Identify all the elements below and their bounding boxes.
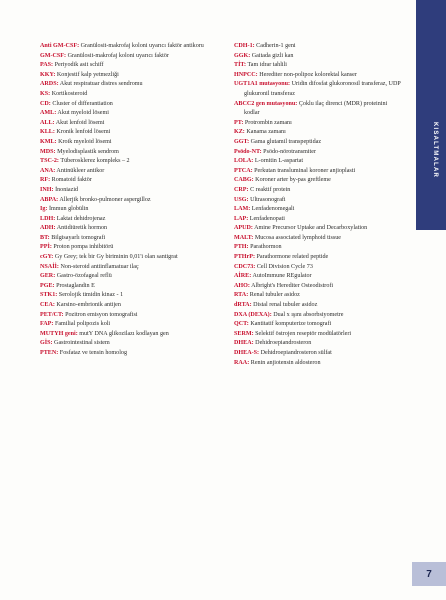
abbreviation-term: TSC-2: — [40, 158, 59, 165]
abbreviation-term: DXA (DEXA): — [234, 311, 272, 318]
left-column — [40, 42, 215, 359]
abbreviation-term: cGY: — [40, 254, 54, 261]
abbreviation-definition: Romatoid faktör — [50, 177, 92, 184]
abbreviation-definition: Mucosa associated lymphoid tissue — [253, 234, 341, 241]
abbreviation-term: KLL: — [40, 129, 55, 136]
abbreviation-term: Anti GM-CSF: — [40, 43, 80, 49]
abbreviation-term: MDS: — [40, 148, 56, 155]
abbreviation-entry — [234, 301, 402, 311]
abbreviation-definition: Granülosit-makrofaj koloni uyarıcı faktör antikoru — [79, 43, 204, 49]
abbreviation-entry — [234, 148, 402, 158]
side-tab — [416, 0, 446, 230]
abbreviation-term: TİT: — [234, 62, 247, 69]
abbreviation-entry — [40, 119, 215, 129]
abbreviation-term: CRP: — [234, 186, 249, 193]
abbreviation-definition: Serolojik timidin kinaz - 1 — [57, 292, 124, 299]
abbreviation-definition: Fosfataz ve tensin homolog — [58, 350, 127, 356]
abbreviation-definition: Dual x ışını absorbsiyometre — [271, 311, 344, 318]
abbreviation-entry — [40, 42, 215, 52]
abbreviation-entry — [234, 157, 402, 167]
abbreviation-definition: Kantitatif komputerize tomografi — [248, 321, 332, 328]
abbreviation-definition: Cell Division Cycle 73 — [255, 263, 313, 270]
abbreviation-definition: Granülosit-makrofaj koloni uyarıcı faktör — [66, 52, 169, 59]
abbreviation-entry — [40, 272, 215, 282]
abbreviation-definition: Koroner arter by-pas greftleme — [253, 177, 331, 184]
abbreviation-definition: Non-steroid antiinflamatuar ilaç — [58, 263, 139, 270]
abbreviation-definition: Allerjik bronko-pulmoner aspergilloz — [58, 196, 151, 203]
abbreviation-definition: Pozitron emisyon tomografisi — [63, 311, 138, 318]
abbreviation-entry — [40, 128, 215, 138]
abbreviation-term: AİRE: — [234, 273, 252, 280]
abbreviation-entry — [234, 196, 402, 206]
abbreviation-entry — [234, 215, 402, 225]
abbreviation-definition: Gastrointestinal sistem — [52, 340, 110, 347]
abbreviation-term: CEA: — [40, 302, 55, 309]
abbreviation-entry — [234, 80, 402, 99]
abbreviation-term: PTCA: — [234, 167, 253, 174]
abbreviation-entry — [234, 291, 402, 301]
abbreviation-definition: C reaktif protein — [248, 186, 291, 193]
abbreviation-term: KKY: — [40, 71, 56, 78]
abbreviation-entry — [234, 205, 402, 215]
abbreviation-term: USG: — [234, 196, 249, 203]
abbreviation-term: LOLA: — [234, 158, 254, 165]
abbreviation-definition: İnoniazid — [53, 186, 79, 193]
abbreviation-entry — [234, 61, 402, 71]
abbreviation-entry — [234, 138, 402, 148]
abbreviation-entry — [40, 148, 215, 158]
abbreviation-term: PPİ: — [40, 244, 52, 251]
abbreviation-entry — [234, 42, 402, 52]
abbreviation-term: LAM: — [234, 206, 251, 213]
abbreviation-entry — [234, 52, 402, 62]
abbreviation-entry — [40, 311, 215, 321]
abbreviation-definition: Dehidroepiandrosteron — [253, 340, 312, 347]
abbreviation-term: FAP: — [40, 321, 54, 328]
right-column — [234, 42, 402, 368]
abbreviation-term: BT: — [40, 234, 50, 241]
abbreviation-definition: Renin anjiotensin aldosteron — [249, 359, 321, 366]
abbreviation-entry — [40, 61, 215, 71]
abbreviation-definition: Familial polipozis koli — [53, 321, 111, 328]
abbreviation-definition: Lenfadenomegali — [250, 206, 295, 213]
abbreviation-definition: Kortikosteroid — [50, 90, 88, 97]
abbreviation-term: AML: — [40, 110, 57, 117]
abbreviation-entry — [40, 138, 215, 148]
abbreviation-entry — [40, 301, 215, 311]
abbreviation-definition: Ultrasonografi — [248, 196, 286, 203]
abbreviation-term: QCT: — [234, 321, 249, 328]
abbreviation-entry — [40, 205, 215, 215]
abbreviation-entry — [40, 215, 215, 225]
abbreviation-term: dRTA: — [234, 302, 252, 309]
abbreviation-term: CD: — [40, 100, 51, 107]
abbreviation-entry — [234, 272, 402, 282]
abbreviation-definition: Tüberosklerez kompleks – 2 — [58, 158, 130, 165]
abbreviation-term: STK1: — [40, 292, 58, 299]
abbreviation-term: PET/CT: — [40, 311, 64, 318]
abbreviation-term: CDH-1: — [234, 43, 255, 49]
abbreviation-definition: Akut myeloid lösemi — [56, 110, 109, 117]
abbreviation-entry — [234, 263, 402, 273]
abbreviation-term: ADH: — [40, 225, 56, 232]
abbreviation-term: PAS: — [40, 62, 54, 69]
abbreviation-entry — [40, 90, 215, 100]
abbreviation-entry — [40, 263, 215, 273]
abbreviation-term: AHO: — [234, 282, 250, 289]
abbreviation-entry — [234, 282, 402, 292]
abbreviation-definition: Selektif östrojen reseptör modülatörleri — [253, 330, 352, 337]
abbreviation-entry — [40, 100, 215, 110]
abbreviation-term: LAP: — [234, 215, 249, 222]
abbreviation-entry — [40, 52, 215, 62]
abbreviation-entry — [40, 186, 215, 196]
abbreviation-definition: Psödo-nörotransmiter — [261, 148, 316, 155]
abbreviation-entry — [234, 253, 402, 263]
abbreviation-entry — [234, 234, 402, 244]
abbreviation-term: MUTYH geni: — [40, 330, 78, 337]
abbreviation-term: Ig: — [40, 206, 48, 213]
abbreviation-entry — [40, 291, 215, 301]
abbreviation-definition: Renal tubuler asidoz — [248, 292, 300, 299]
abbreviation-definition: Parathormone related peptide — [254, 254, 329, 261]
abbreviation-definition: Gama glutamil transpeptidaz — [249, 138, 322, 145]
abbreviation-definition: Kanama zamanı — [244, 129, 286, 136]
abbreviation-term: RTA: — [234, 292, 249, 299]
abbreviation-term: RAA: — [234, 359, 250, 366]
abbreviation-definition: Akut respiratuar distres sendromu — [58, 81, 143, 88]
abbreviation-entry — [234, 311, 402, 321]
abbreviation-entry — [40, 224, 215, 234]
abbreviation-term: GGK: — [234, 52, 251, 59]
abbreviation-term: CABG: — [234, 177, 254, 184]
abbreviation-definition: Herediter non-polipoz kolorektal kanser — [257, 71, 357, 78]
abbreviation-term: PGE: — [40, 282, 55, 289]
abbreviation-entry — [40, 234, 215, 244]
abbreviation-term: NSAİİ: — [40, 263, 59, 270]
abbreviation-definition: İmmun globülin — [47, 206, 89, 213]
abbreviation-entry — [40, 71, 215, 81]
abbreviation-term: Psödo-NT: — [234, 148, 262, 155]
abbreviation-entry — [234, 186, 402, 196]
abbreviation-term: APUD: — [234, 225, 253, 232]
abbreviation-entry — [40, 330, 215, 340]
abbreviation-term: GER: — [40, 273, 56, 280]
abbreviation-entry — [40, 109, 215, 119]
abbreviation-definition: Dehidroepiandrosteron sülfat — [259, 350, 332, 356]
abbreviation-term: KS: — [40, 90, 51, 97]
abbreviation-entry — [234, 349, 402, 359]
abbreviation-entry — [40, 196, 215, 206]
abbreviation-definition: Lenfadenopati — [248, 215, 285, 222]
abbreviation-term: ARDS: — [40, 81, 59, 88]
abbreviation-term: DHEA-S: — [234, 350, 260, 356]
abbreviation-entry — [40, 167, 215, 177]
abbreviation-definition: L-ornitin L-aspartat — [253, 158, 304, 165]
abbreviation-entry — [40, 282, 215, 292]
abbreviation-term: PTH: — [234, 244, 249, 251]
abbreviation-definition: Kronik lenfoid lösemi — [54, 129, 111, 136]
abbreviation-term: KML: — [40, 138, 57, 145]
abbreviation-entry — [234, 71, 402, 81]
abbreviation-definition: Bilgisayarlı tomografi — [49, 234, 106, 241]
abbreviation-term: ABCC2 gen mutasyonu: — [234, 100, 298, 107]
abbreviation-term: CDC73: — [234, 263, 256, 270]
abbreviation-definition: Perkutan transluminal koroner anjioplasti — [252, 167, 356, 174]
abbreviation-definition: Antinükleer antikor — [55, 167, 105, 174]
abbreviation-term: KZ: — [234, 129, 245, 136]
abbreviation-definition: Laktat dehidrojenaz — [55, 215, 106, 222]
abbreviation-definition: Akut lenfoid lösemi — [54, 119, 105, 126]
abbreviation-entry — [40, 349, 215, 359]
abbreviation-definition: Gaitada gizli kan — [250, 52, 294, 59]
abbreviation-definition: Tam idrar tahlili — [246, 62, 287, 69]
abbreviation-definition: Çoklu ilaç direnci (MDR) proteinini kodlar — [244, 100, 388, 117]
abbreviation-entry — [40, 253, 215, 263]
abbreviation-entry — [234, 100, 402, 119]
abbreviation-entry — [234, 224, 402, 234]
abbreviation-definition: Prostaglandin E — [54, 282, 95, 289]
abbreviation-definition: Myelodisplastik sendrom — [55, 148, 119, 155]
abbreviation-entry — [234, 167, 402, 177]
abbreviation-term: GGT: — [234, 138, 250, 145]
abbreviation-definition: Protrombin zamanı — [243, 119, 292, 126]
abbreviation-definition: Konjestif kalp yetmezliği — [55, 71, 119, 78]
abbreviation-definition: Kroik myeloid lösemi — [56, 138, 112, 145]
abbreviation-entry — [40, 320, 215, 330]
abbreviation-definition: AutoImmune REgulator — [251, 273, 312, 280]
abbreviation-entry — [234, 128, 402, 138]
abbreviation-term: PTHrP: — [234, 254, 255, 261]
abbreviation-entry — [40, 176, 215, 186]
abbreviation-term: GİS: — [40, 340, 53, 347]
abbreviation-definition: Parathormon — [248, 244, 282, 251]
abbreviation-definition: Amine Precursor Uptake and Decarboxylation — [252, 225, 368, 232]
page-number: 7 — [412, 562, 446, 586]
abbreviation-term: DHEA: — [234, 340, 254, 347]
abbreviation-definition: Distal renal tubuler asidoz — [251, 302, 318, 309]
abbreviation-entry — [40, 339, 215, 349]
abbreviation-term: UGT1A1 mutasyonu: — [234, 81, 291, 88]
abbreviation-definition: Cadherin-1 geni — [254, 43, 296, 49]
abbreviation-entry — [234, 176, 402, 186]
abbreviation-definition: Proton pompa inhibitörü — [51, 244, 114, 251]
abbreviation-definition: Uridin difosfat glukoronosil transferaz, UDP glukuronil transferaz — [244, 81, 401, 97]
abbreviation-term: PTEN: — [40, 350, 59, 356]
abbreviation-entry — [40, 157, 215, 167]
abbreviation-term: HNPCC: — [234, 71, 258, 78]
abbreviation-term: ANA: — [40, 167, 56, 174]
abbreviation-entry — [234, 339, 402, 349]
abbreviation-term: SERM: — [234, 330, 254, 337]
abbreviation-term: PT: — [234, 119, 244, 126]
abbreviation-entry — [40, 243, 215, 253]
abbreviation-definition: Karsino-embrionik antijen — [54, 302, 121, 309]
abbreviation-term: GM-CSF: — [40, 52, 67, 59]
abbreviation-entry — [234, 243, 402, 253]
abbreviation-definition: Albright's Herediter Osteodistrofi — [249, 282, 334, 289]
abbreviation-entry — [234, 320, 402, 330]
abbreviation-definition: mutY DNA glikozilazı kodlayan gen — [77, 330, 169, 337]
abbreviation-entry — [234, 359, 402, 369]
abbreviation-definition: Antidiüretik hormon — [55, 225, 108, 232]
abbreviation-definition: Periyodik asit schiff — [53, 62, 104, 69]
abbreviation-term: ABPA: — [40, 196, 59, 203]
abbreviation-entry — [234, 119, 402, 129]
abbreviation-definition: Gy Grey; tek bir Gy biriminin 0,01'i olan santigrat — [53, 254, 178, 261]
abbreviation-term: ALL: — [40, 119, 55, 126]
side-tab-label: KISALTMALAR — [432, 122, 438, 179]
abbreviation-definition: Cluster of differantiation — [50, 100, 113, 107]
abbreviation-term: LDH: — [40, 215, 56, 222]
abbreviation-term: INH: — [40, 186, 54, 193]
abbreviation-term: RF: — [40, 177, 51, 184]
abbreviation-term: MALT: — [234, 234, 254, 241]
abbreviation-entry — [40, 80, 215, 90]
abbreviation-entry — [234, 330, 402, 340]
abbreviation-definition: Gastro-özofageal reflü — [55, 273, 112, 280]
